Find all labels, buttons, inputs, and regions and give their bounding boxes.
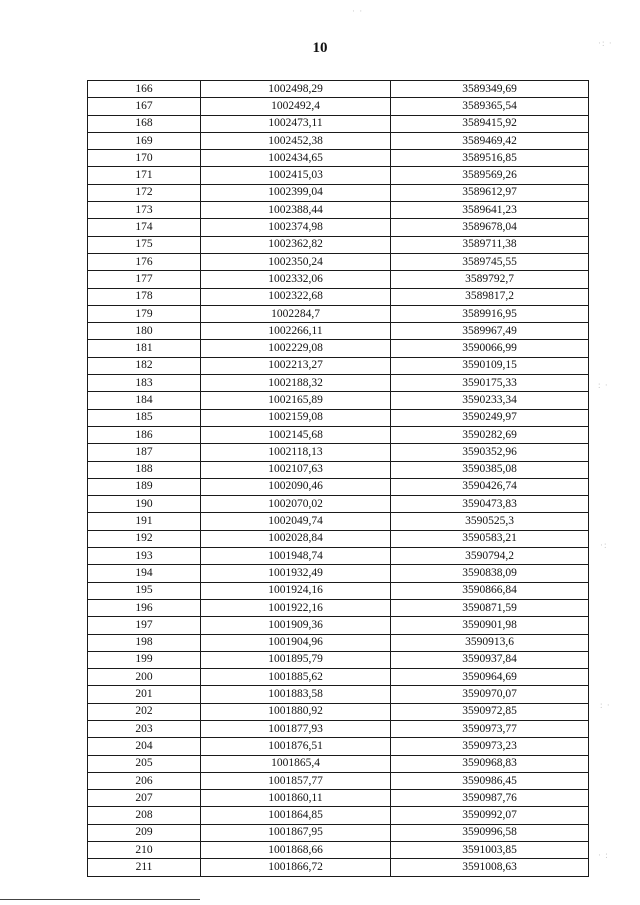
x-coordinate-cell: 1002322,68 [201, 288, 391, 305]
table-row [88, 772, 589, 789]
scan-artifact: · : [598, 850, 609, 860]
table-row [88, 669, 589, 686]
y-coordinate-cell: 3590973,23 [391, 738, 589, 755]
point-number-cell: 190 [88, 496, 201, 513]
table-row [88, 426, 589, 443]
y-coordinate-cell: 3590175,33 [391, 375, 589, 392]
y-coordinate-cell: 3590970,07 [391, 686, 589, 703]
x-coordinate-cell: 1002090,46 [201, 478, 391, 495]
table-row [88, 582, 589, 599]
y-coordinate-cell: 3590794,2 [391, 548, 589, 565]
x-coordinate-cell: 1001895,79 [201, 651, 391, 668]
x-coordinate-cell: 1001860,11 [201, 790, 391, 807]
y-coordinate-cell: 3590987,76 [391, 790, 589, 807]
scan-edge-line [0, 899, 200, 900]
y-coordinate-cell: 3589415,92 [391, 115, 589, 132]
point-number-cell: 175 [88, 236, 201, 253]
table-row [88, 824, 589, 841]
table-row [88, 115, 589, 132]
point-number-cell: 194 [88, 565, 201, 582]
table-row [88, 253, 589, 270]
x-coordinate-cell: 1002374,98 [201, 219, 391, 236]
x-coordinate-cell: 1002492,4 [201, 98, 391, 115]
page-number: 10 [312, 40, 328, 56]
point-number-cell: 196 [88, 599, 201, 616]
x-coordinate-cell: 1001876,51 [201, 738, 391, 755]
table-row [88, 392, 589, 409]
table-row [88, 219, 589, 236]
point-number-cell: 202 [88, 703, 201, 720]
x-coordinate-cell: 1001922,16 [201, 599, 391, 616]
table-row [88, 530, 589, 547]
y-coordinate-cell: 3590233,34 [391, 392, 589, 409]
y-coordinate-cell: 3590972,85 [391, 703, 589, 720]
point-number-cell: 193 [88, 548, 201, 565]
x-coordinate-cell: 1001885,62 [201, 669, 391, 686]
x-coordinate-cell: 1002049,74 [201, 513, 391, 530]
scan-artifact: · · [352, 6, 364, 16]
y-coordinate-cell: 3589916,95 [391, 305, 589, 322]
x-coordinate-cell: 1002213,27 [201, 357, 391, 374]
point-number-cell: 178 [88, 288, 201, 305]
table-row [88, 236, 589, 253]
point-number-cell: 172 [88, 184, 201, 201]
x-coordinate-cell: 1001904,96 [201, 634, 391, 651]
table-row [88, 686, 589, 703]
table-row [88, 599, 589, 616]
y-coordinate-cell: 3590986,45 [391, 772, 589, 789]
y-coordinate-cell: 3590992,07 [391, 807, 589, 824]
point-number-cell: 187 [88, 444, 201, 461]
y-coordinate-cell: 3589612,97 [391, 184, 589, 201]
y-coordinate-cell: 3589678,04 [391, 219, 589, 236]
y-coordinate-cell: 3590838,09 [391, 565, 589, 582]
x-coordinate-cell: 1002107,63 [201, 461, 391, 478]
point-number-cell: 181 [88, 340, 201, 357]
point-number-cell: 167 [88, 98, 201, 115]
point-number-cell: 198 [88, 634, 201, 651]
x-coordinate-cell: 1002498,29 [201, 81, 391, 98]
scan-artifact: ·: [600, 540, 608, 550]
y-coordinate-cell: 3590866,84 [391, 582, 589, 599]
scan-artifact: : · [598, 380, 609, 390]
point-number-cell: 203 [88, 720, 201, 737]
table-row [88, 790, 589, 807]
y-coordinate-cell: 3589967,49 [391, 323, 589, 340]
table-row [88, 703, 589, 720]
y-coordinate-cell: 3590352,96 [391, 444, 589, 461]
table-row [88, 409, 589, 426]
table-row [88, 150, 589, 167]
point-number-cell: 182 [88, 357, 201, 374]
table-row [88, 496, 589, 513]
point-number-cell: 169 [88, 132, 201, 149]
y-coordinate-cell: 3590066,99 [391, 340, 589, 357]
x-coordinate-cell: 1002362,82 [201, 236, 391, 253]
table-row [88, 340, 589, 357]
y-coordinate-cell: 3590385,08 [391, 461, 589, 478]
point-number-cell: 186 [88, 426, 201, 443]
y-coordinate-cell: 3590937,84 [391, 651, 589, 668]
point-number-cell: 166 [88, 81, 201, 98]
y-coordinate-cell: 3590901,98 [391, 617, 589, 634]
point-number-cell: 173 [88, 202, 201, 219]
x-coordinate-cell: 1002399,04 [201, 184, 391, 201]
y-coordinate-cell: 3590426,74 [391, 478, 589, 495]
y-coordinate-cell: 3590583,21 [391, 530, 589, 547]
y-coordinate-cell: 3590871,59 [391, 599, 589, 616]
point-number-cell: 185 [88, 409, 201, 426]
y-coordinate-cell: 3590968,83 [391, 755, 589, 772]
table-row [88, 720, 589, 737]
table-row [88, 323, 589, 340]
x-coordinate-cell: 1001865,4 [201, 755, 391, 772]
point-number-cell: 174 [88, 219, 201, 236]
table-row [88, 565, 589, 582]
table-row [88, 167, 589, 184]
x-coordinate-cell: 1002452,38 [201, 132, 391, 149]
y-coordinate-cell: 3589641,23 [391, 202, 589, 219]
table-row [88, 184, 589, 201]
table-row [88, 859, 589, 876]
point-number-cell: 204 [88, 738, 201, 755]
x-coordinate-cell: 1002028,84 [201, 530, 391, 547]
table-row [88, 375, 589, 392]
point-number-cell: 205 [88, 755, 201, 772]
point-number-cell: 207 [88, 790, 201, 807]
point-number-cell: 209 [88, 824, 201, 841]
y-coordinate-cell: 3590282,69 [391, 426, 589, 443]
table-row [88, 842, 589, 859]
y-coordinate-cell: 3589745,55 [391, 253, 589, 270]
x-coordinate-cell: 1002118,13 [201, 444, 391, 461]
x-coordinate-cell: 1001880,92 [201, 703, 391, 720]
point-number-cell: 176 [88, 253, 201, 270]
x-coordinate-cell: 1002188,32 [201, 375, 391, 392]
x-coordinate-cell: 1001883,58 [201, 686, 391, 703]
table-row [88, 513, 589, 530]
point-number-cell: 200 [88, 669, 201, 686]
table-row [88, 81, 589, 98]
x-coordinate-cell: 1001948,74 [201, 548, 391, 565]
y-coordinate-cell: 3589792,7 [391, 271, 589, 288]
y-coordinate-cell: 3590525,3 [391, 513, 589, 530]
x-coordinate-cell: 1001932,49 [201, 565, 391, 582]
point-number-cell: 210 [88, 842, 201, 859]
y-coordinate-cell: 3589817,2 [391, 288, 589, 305]
y-coordinate-cell: 3589569,26 [391, 167, 589, 184]
table-row [88, 738, 589, 755]
y-coordinate-cell: 3589349,69 [391, 81, 589, 98]
y-coordinate-cell: 3591008,63 [391, 859, 589, 876]
x-coordinate-cell: 1002473,11 [201, 115, 391, 132]
table-row [88, 288, 589, 305]
point-number-cell: 168 [88, 115, 201, 132]
point-number-cell: 184 [88, 392, 201, 409]
scan-artifact: ·: · [598, 38, 613, 48]
x-coordinate-cell: 1001877,93 [201, 720, 391, 737]
y-coordinate-cell: 3590973,77 [391, 720, 589, 737]
table-row [88, 755, 589, 772]
y-coordinate-cell: 3589516,85 [391, 150, 589, 167]
y-coordinate-cell: 3590109,15 [391, 357, 589, 374]
y-coordinate-cell: 3590996,58 [391, 824, 589, 841]
table-row [88, 461, 589, 478]
x-coordinate-cell: 1002415,03 [201, 167, 391, 184]
table-row [88, 548, 589, 565]
x-coordinate-cell: 1001864,85 [201, 807, 391, 824]
table-row [88, 651, 589, 668]
x-coordinate-cell: 1001868,66 [201, 842, 391, 859]
x-coordinate-cell: 1001866,72 [201, 859, 391, 876]
scan-artifact: : · [600, 700, 611, 710]
table-row [88, 305, 589, 322]
table-row [88, 478, 589, 495]
x-coordinate-cell: 1002070,02 [201, 496, 391, 513]
x-coordinate-cell: 1002388,44 [201, 202, 391, 219]
x-coordinate-cell: 1002266,11 [201, 323, 391, 340]
x-coordinate-cell: 1001909,36 [201, 617, 391, 634]
point-number-cell: 189 [88, 478, 201, 495]
point-number-cell: 208 [88, 807, 201, 824]
coordinates-table [87, 80, 589, 877]
x-coordinate-cell: 1002284,7 [201, 305, 391, 322]
y-coordinate-cell: 3589469,42 [391, 132, 589, 149]
table-row [88, 357, 589, 374]
table-row [88, 132, 589, 149]
point-number-cell: 195 [88, 582, 201, 599]
x-coordinate-cell: 1002145,68 [201, 426, 391, 443]
x-coordinate-cell: 1002350,24 [201, 253, 391, 270]
point-number-cell: 170 [88, 150, 201, 167]
x-coordinate-cell: 1002434,65 [201, 150, 391, 167]
table-row [88, 444, 589, 461]
x-coordinate-cell: 1001924,16 [201, 582, 391, 599]
y-coordinate-cell: 3589711,38 [391, 236, 589, 253]
point-number-cell: 183 [88, 375, 201, 392]
y-coordinate-cell: 3590473,83 [391, 496, 589, 513]
x-coordinate-cell: 1002332,06 [201, 271, 391, 288]
point-number-cell: 191 [88, 513, 201, 530]
x-coordinate-cell: 1002159,08 [201, 409, 391, 426]
y-coordinate-cell: 3591003,85 [391, 842, 589, 859]
x-coordinate-cell: 1002229,08 [201, 340, 391, 357]
y-coordinate-cell: 3589365,54 [391, 98, 589, 115]
table-row [88, 634, 589, 651]
point-number-cell: 192 [88, 530, 201, 547]
y-coordinate-cell: 3590913,6 [391, 634, 589, 651]
point-number-cell: 179 [88, 305, 201, 322]
point-number-cell: 171 [88, 167, 201, 184]
y-coordinate-cell: 3590964,69 [391, 669, 589, 686]
table-row [88, 271, 589, 288]
x-coordinate-cell: 1001857,77 [201, 772, 391, 789]
table-row [88, 807, 589, 824]
table-row [88, 202, 589, 219]
point-number-cell: 199 [88, 651, 201, 668]
point-number-cell: 206 [88, 772, 201, 789]
y-coordinate-cell: 3590249,97 [391, 409, 589, 426]
x-coordinate-cell: 1002165,89 [201, 392, 391, 409]
point-number-cell: 201 [88, 686, 201, 703]
point-number-cell: 177 [88, 271, 201, 288]
point-number-cell: 197 [88, 617, 201, 634]
table-row [88, 98, 589, 115]
point-number-cell: 188 [88, 461, 201, 478]
coordinates-table-body [88, 81, 589, 877]
point-number-cell: 211 [88, 859, 201, 876]
point-number-cell: 180 [88, 323, 201, 340]
table-row [88, 617, 589, 634]
x-coordinate-cell: 1001867,95 [201, 824, 391, 841]
